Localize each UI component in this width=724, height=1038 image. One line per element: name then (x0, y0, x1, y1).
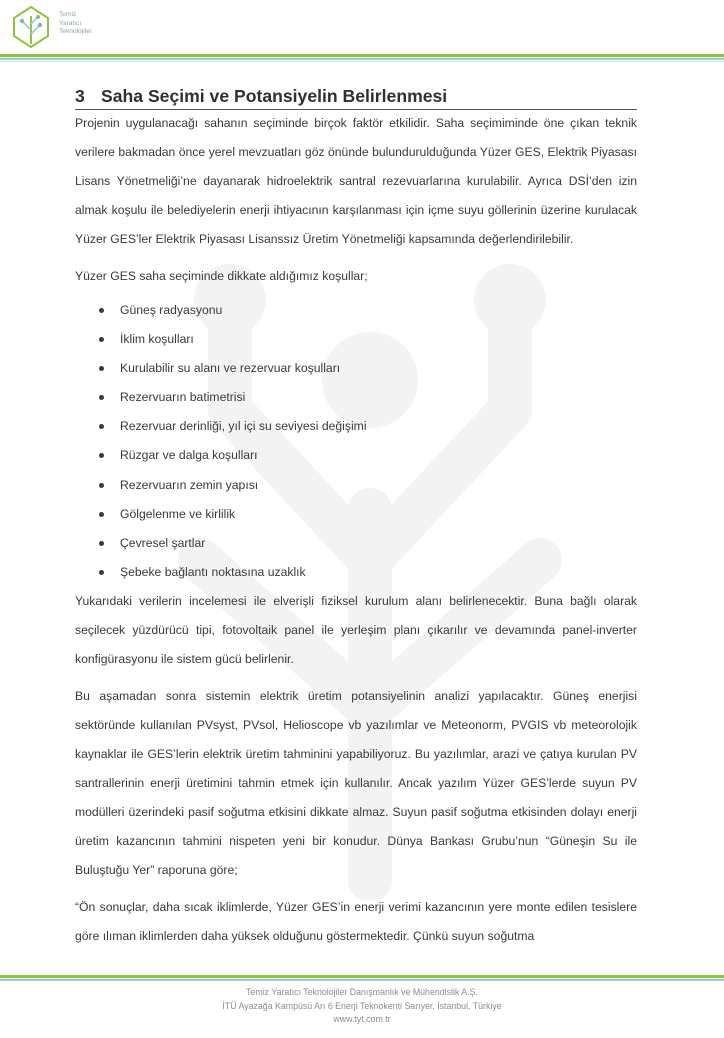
bullet-icon (99, 512, 104, 517)
list-item: İklim koşulları (75, 325, 637, 354)
list-item: Kurulabilir su alanı ve rezervuar koşulları (75, 354, 637, 383)
document-body (75, 84, 637, 951)
bullet-icon (99, 337, 104, 342)
section-heading (75, 84, 637, 110)
list-item: Çevresel şartlar (75, 529, 637, 558)
list-item: Rezervuar derinliği, yıl içi su seviyesi değişimi (75, 412, 637, 441)
brand-line: Temiz (59, 11, 77, 18)
brand-name (59, 11, 92, 37)
bullet-icon (99, 395, 104, 400)
list-item: Rezervuarın zemin yapısı (75, 471, 637, 500)
bullet-icon (99, 366, 104, 371)
brand-line: Teknolojiler (59, 28, 92, 36)
bullet-icon (99, 483, 104, 488)
criteria-list (75, 296, 637, 587)
potential-paragraph: Bu aşamadan sonra sistemin elektrik üretim potansiyelinin analizi yapılacaktır. Güneş enerjisi sektöründe kullanılan PVsyst, PVsol, Helioscope vb yazılımlar ve Meteonorm, PVGIS vb meteorolojik kaynaklar ile GES’lerin elektrik üretim tahminini yapabiliyoruz. Bu yazılımlar, arazi ve çatıya kurulan PV santrallerinin enerji üretimini tahmin etmek için kullanılır. Ancak yazılım Yüzer GES’lerde suyun PV modülleri üzerindeki pasif soğutma etkisini dikkate almaz. Suyun pasif soğutma etkisinden dolayı enerji üretim kazancının tahmini nispeten yeni bir konudur. Dünya Bankası Grubu’nun “Güneşin Su ile Buluştuğu Yer” raporuna göre; (75, 688, 637, 877)
intro-paragraph: Projenin uygulanacağı sahanın seçiminde birçok faktör etkilidir. Saha seçimiminde öne çıkan teknik verilere bakmadan önce yerel mevzuatları göz önünde bulundurulduğunda Yüzer GES, Elektrik Piyasası Lisans Yönetmeliği’ne dayanarak hidroelektrik santral rezevuarlarına kurulabilir. Ayrıca DSİ’den izin almak koşulu ile belediyelerin enerji ihtiyacının karşılanması için içme suyu göllerinin üzerine kurulacak Yüzer GES’ler Elektrik Piyasası Lisanssız Üretim Yönetmeliği kapsamında değerlendirilebilir. (75, 116, 637, 246)
company-logo (8, 4, 54, 50)
section-title: Saha Seçimi ve Potansiyelin Belirlenmesi (101, 86, 448, 106)
bullet-icon (99, 424, 104, 429)
list-item: Rüzgar ve dalga koşulları (75, 441, 637, 470)
list-item: Güneş radyasyonu (75, 296, 637, 325)
page-footer (0, 986, 724, 1027)
bullet-icon (99, 453, 104, 458)
header-divider-thin (0, 61, 724, 62)
list-item: Rezervuarın batimetrisi (75, 383, 637, 412)
header-divider-green (0, 54, 724, 57)
section-number: 3 (75, 86, 85, 106)
footer-website: www.tyt.com.tr (333, 1014, 391, 1025)
bullet-icon (99, 570, 104, 575)
brand-line: Yaratıcı (59, 19, 82, 27)
bullet-icon (99, 308, 104, 313)
quote-paragraph: “Ön sonuçlar, daha sıcak iklimlerde, Yüzer GES’in enerji verimi kazancının yere monte edilen tesislere göre ılıman iklimlerden daha yüksek olduğunu göstermektedir. Çünkü suyun soğutma (75, 899, 637, 943)
analysis-paragraph: Yukarıdaki verilerin incelemesi ile elverişli fiziksel kurulum alanı belirlenecektir. Buna bağlı olarak seçilecek yüzdürücü tipi, fotovoltaik panel ile yerleşim planı çıkarılır ve devamında panel-inverter konfigürasyonu ile sistem gücü belirlenir. (75, 593, 637, 666)
bullet-icon (99, 541, 104, 546)
header-divider-teal (0, 58, 724, 60)
list-item: Şebeke bağlantı noktasına uzaklık (75, 558, 637, 587)
footer-address: İTÜ Ayazağa Kampüsü Arı 6 Enerji Teknokenti Sarıyer, İstanbul, Türkiye (222, 1000, 502, 1011)
footer-company: Temiz Yaratıcı Teknolojiler Danışmanlık ve Mühendislik A.Ş. (246, 987, 478, 997)
footer-divider-green (0, 975, 724, 978)
criteria-intro: Yüzer GES saha seçiminde dikkate aldığımız koşullar; (75, 269, 368, 283)
footer-divider-teal (0, 979, 724, 981)
list-item: Gölgelenme ve kirlilik (75, 500, 637, 529)
